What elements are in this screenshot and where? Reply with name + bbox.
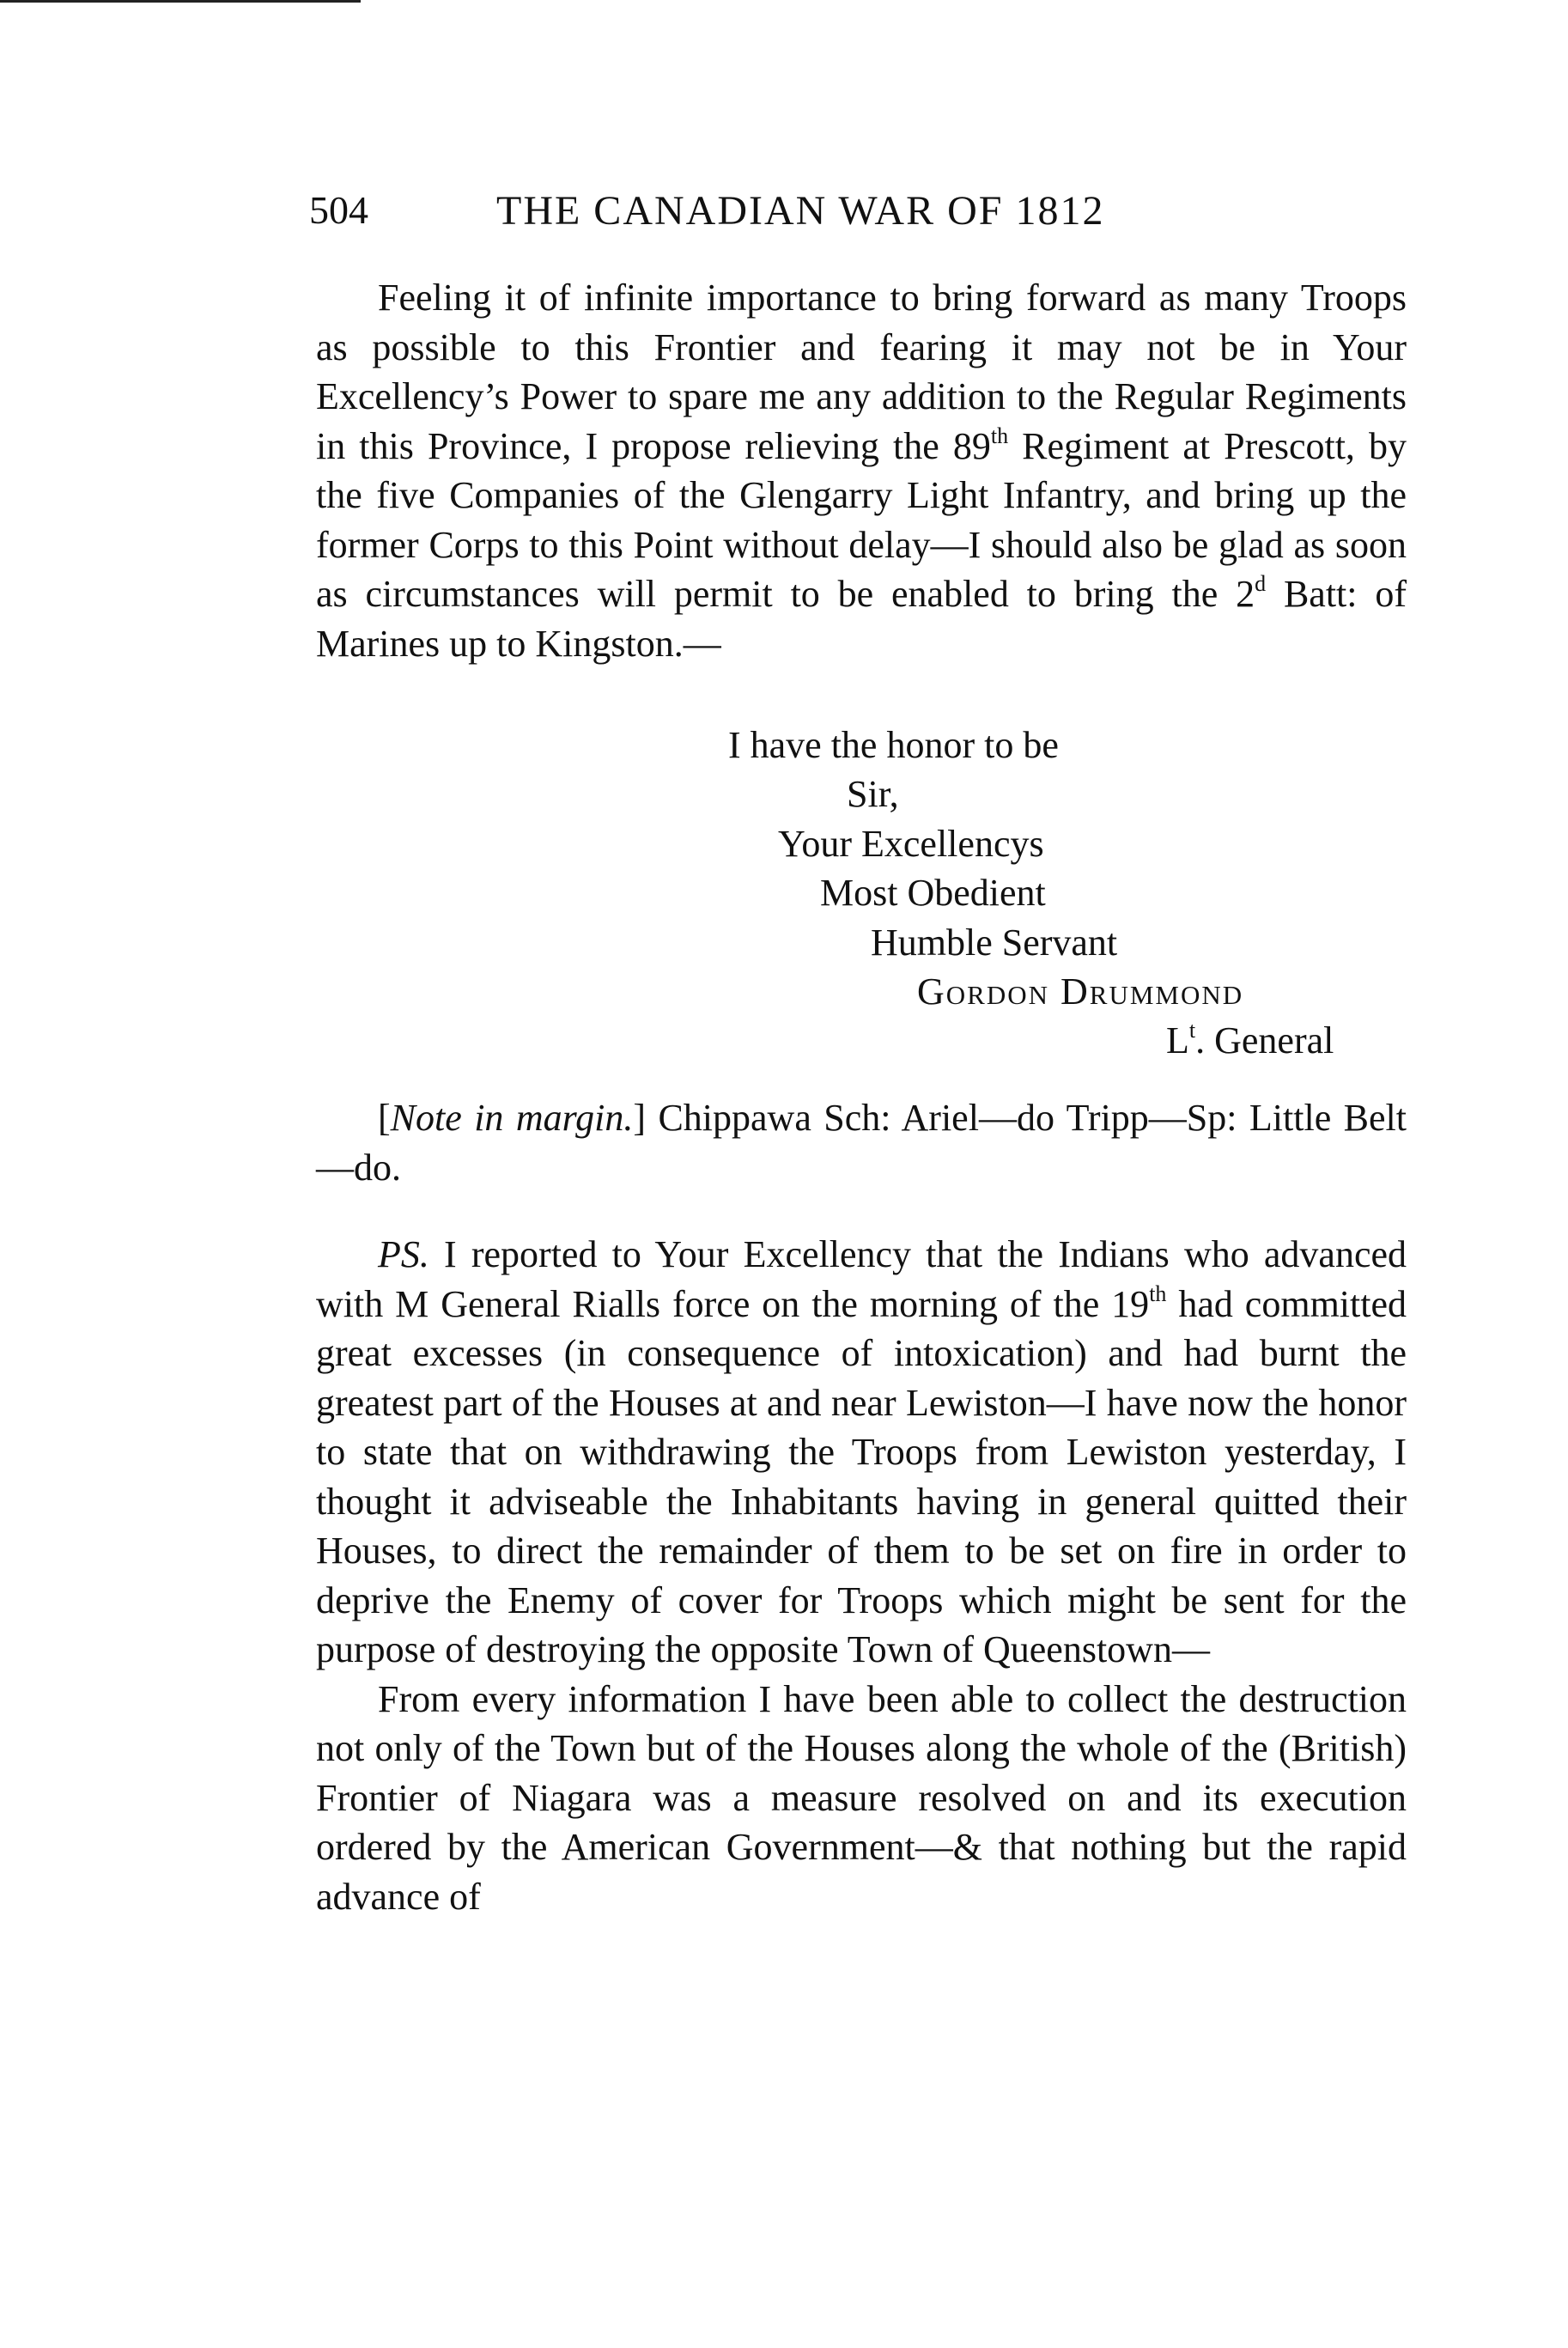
page-number: 504 [309,188,368,232]
superscript-d: d [1255,571,1267,596]
closing-line-1: I have the honor to be [728,724,1059,766]
ps-text-b: had committed great excesses (in consequence of intoxication) and had burnt the greatest part of the Houses at and near Lewiston—I have now the honor to state that on withdrawing the Troops from Lewiston yesterday, I thought it adviseable the Inhabitants having in general quitted their Houses, to direct the remainder of them to be set on fire in order to deprive the Enemy of cover for Troops which might be sent for the purpose of destroying the opposite Town of Queenstown— [316,1282,1407,1670]
para1-text-a: Feeling it of infinite importance to bring forward as many Troops as possible to this Frontier and fearing it may not be in Your Excellency’s Power to spare me any addition to the Regular Regiments in this Province, I propose relieving the 89 [316,277,1407,467]
running-title: THE CANADIAN WAR OF 1812 [496,188,1105,234]
closing-line-3: Your Excellencys [778,823,1044,865]
postscript-paragraph [316,1230,1407,1921]
para1-text-c: Batt: of Marines up to Kingston.— [316,573,1407,665]
signature-name: Gordon Drummond [917,970,1244,1013]
page-header [309,187,1219,247]
closing-line-5: Humble Servant [871,922,1118,964]
note-text: Chippawa Sch: Ariel—do Tripp—Sp: Little Belt—do. [316,1097,1407,1189]
superscript-th-2: th [1149,1280,1167,1306]
closing-line-4: Most Obedient [820,872,1046,914]
rank-superscript: t [1188,1018,1196,1043]
note-close-bracket: ] [633,1097,647,1139]
ps-label: PS. [378,1233,429,1275]
para1-text-b: Regiment at Prescott, by the five Companies of the Glengarry Light Infantry, and bring up the former Corps to this Point without delay—I should also be glad as soon as circumstances will permit to be enabled to bring the 2 [316,424,1407,615]
closing-line-2: Sir, [847,773,899,815]
letter-paragraph-1 [316,273,1407,668]
margin-note [316,1093,1407,1192]
rank-suffix: . General [1195,1019,1334,1061]
final-paragraph-text: From every information I have been able to collect the destruction not only of the Town but of the Houses along the whole of the (British) Frontier of Niagara was a measure resolved on and its execution ordered by the American Government—& that nothing but the rapid advance of [316,1677,1407,1918]
ps-text-a: I reported to Your Excellency that the Indians who advanced with M General Rialls force on the morning of the 19 [316,1233,1407,1325]
note-open-bracket: [ [378,1097,391,1139]
superscript-th: th [990,423,1009,448]
signature-rank [1166,1016,1334,1066]
scan-edge-line [0,0,361,3]
rank-prefix: L [1166,1019,1189,1061]
note-label: Note in margin. [390,1097,634,1139]
